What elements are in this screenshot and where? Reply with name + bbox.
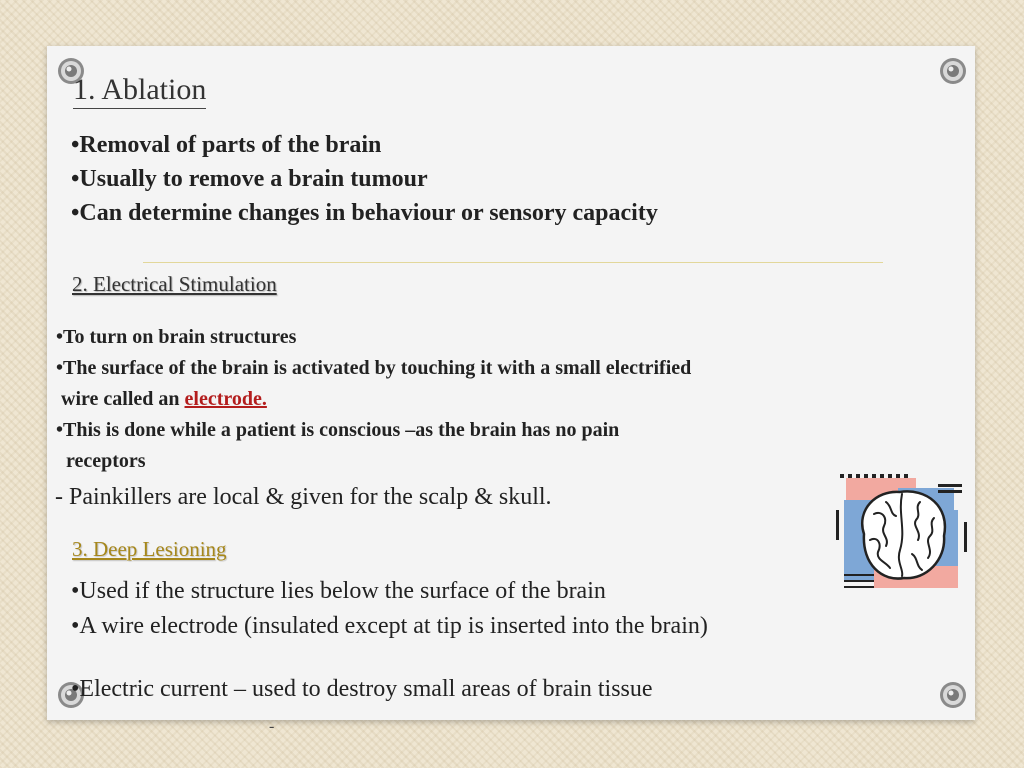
section3-title: 3. Deep Lesioning <box>72 537 227 561</box>
list-item-continuation <box>56 384 691 415</box>
list-item: •The surface of the brain is activated by touching it with a small electrified <box>56 357 692 379</box>
section2-bullet-list <box>56 322 691 477</box>
text-fragment: wire called an <box>61 388 185 410</box>
electrode-link[interactable]: electrode. <box>184 388 267 410</box>
section1-bullet-list <box>71 128 658 230</box>
pushpin-icon <box>938 680 968 710</box>
section3-bullet-list <box>71 574 708 644</box>
separator-line <box>143 262 883 263</box>
list-item: •Removal of parts of the brain <box>71 132 382 158</box>
list-item: •This is done while a patient is conscious –as the brain has no pain <box>56 419 620 441</box>
list-item: •Usually to remove a brain tumour <box>71 166 428 192</box>
section2-title: 2. Electrical Stimulation <box>72 272 277 296</box>
list-item: •To turn on brain structures <box>56 326 297 348</box>
brain-illustration <box>834 470 970 598</box>
list-item: •Used if the structure lies below the surface of the brain <box>71 578 606 604</box>
pushpin-icon <box>938 56 968 86</box>
list-item: •Can determine changes in behaviour or sensory capacity <box>71 200 658 226</box>
section1-title: 1. Ablation <box>73 72 206 109</box>
painkillers-note: - Painkillers are local & given for the scalp & skull. <box>55 484 552 510</box>
trailing-mark: - <box>269 718 275 735</box>
electric-current-bullet: •Electric current – used to destroy small areas of brain tissue <box>71 676 653 702</box>
list-item-continuation: receptors <box>66 450 146 472</box>
list-item: •A wire electrode (insulated except at tip is inserted into the brain) <box>71 613 708 639</box>
